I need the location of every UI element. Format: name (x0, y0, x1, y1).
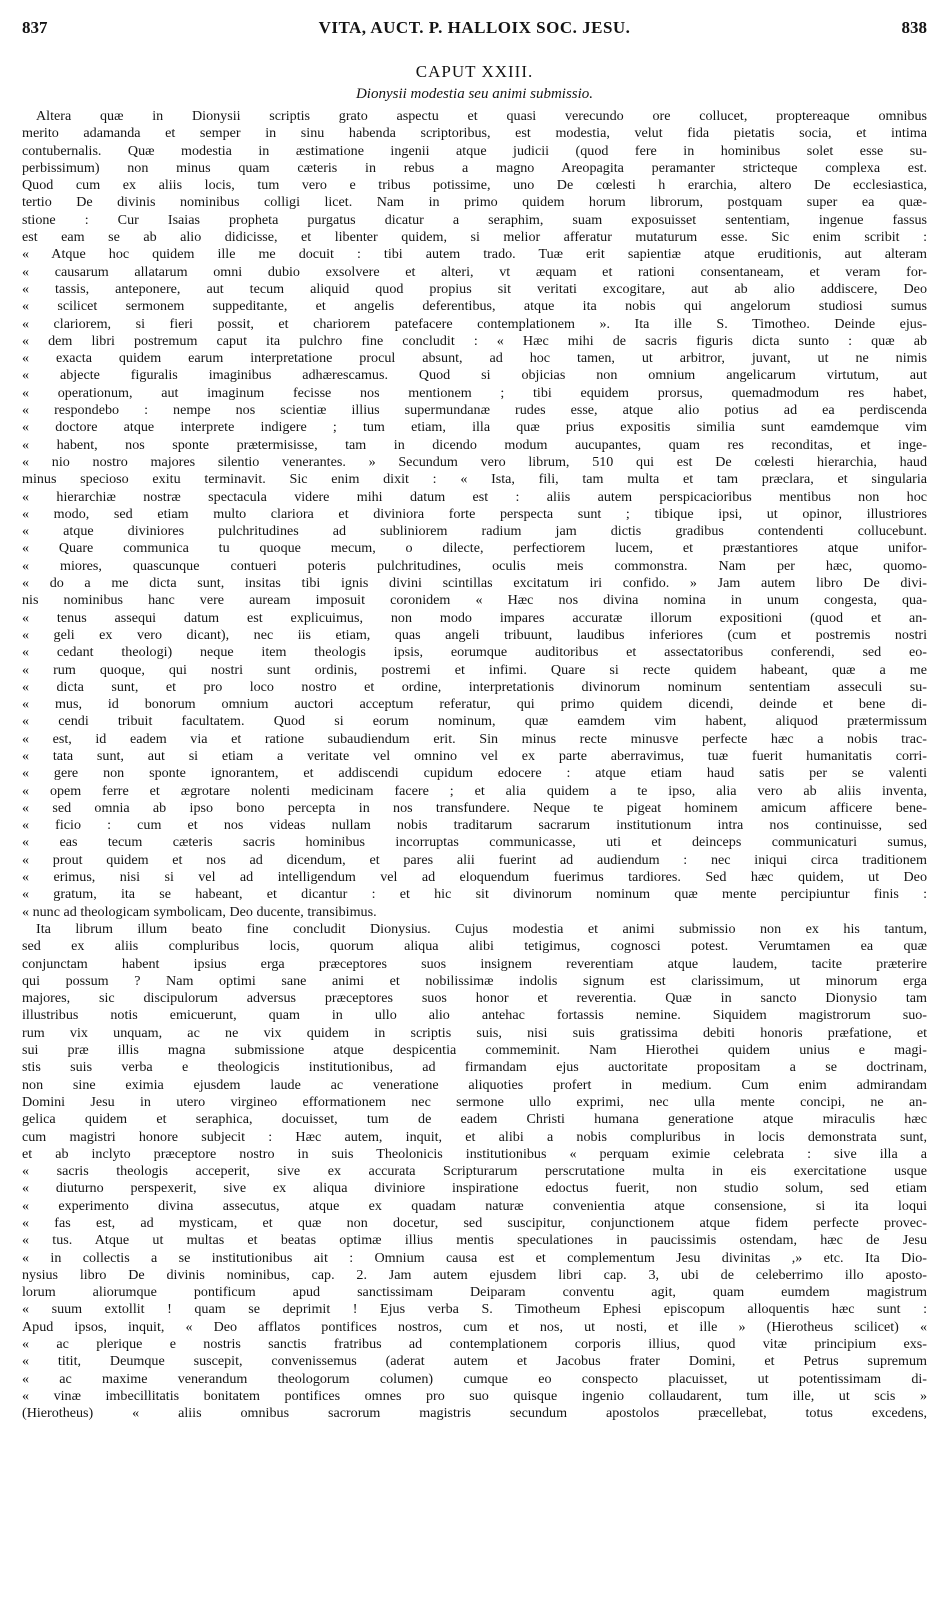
text-line: perbissimum) non minus quam cæteris in rebus a magno Areopagita peramanter stricteque complexa est. (22, 159, 927, 176)
text-line: « in collectis a se institutionibus ait : Omnium causa est et complementum Jesu divinitas ,» etc. Ita Dio- (22, 1249, 927, 1266)
text-line: illustribus notis emicuerunt, quam in ullo alio antehac fortassis nemine. Siquidem magistrorum suo- (22, 1007, 927, 1024)
running-header (22, 18, 927, 44)
text-line: « scilicet sermonem suppeditante, et angelis deferentibus, atque ita nobis qui angelorum studiosi sumus (22, 298, 927, 315)
left-page-number: 837 (22, 18, 48, 37)
text-line: (Hierotheus) « aliis omnibus sacrorum magistris secundum apostolos præcellebat, totus excedens, (22, 1405, 927, 1422)
text-line: « sed omnia ab ipso bono percepta in nos transfundere. Neque te pigeat hominem amicum afficere bene- (22, 799, 927, 816)
text-line: stione : Cur Isaias propheta purgatus dicatur a seraphim, suam exposuisset sententiam, ingenue fassus (22, 211, 927, 228)
text-line: « tus. Atque ut multas et beatas optimæ illius mentis speculationes in paucissimis ostendam, hæc de Jesu (22, 1232, 927, 1249)
text-line: « nio nostro majores silentio venerantes. » Secundum vero librum, 510 qui est De cœlesti hierarchia, haud (22, 453, 927, 470)
text-line: sui præ illis magna submissione atque despicentia commeminit. Nam Hierothei quidem unius e magi- (22, 1042, 927, 1059)
text-line: non sine eximia ejusdem laude ac veneratione aliquoties profert in medium. Cum enim admirandam (22, 1076, 927, 1093)
text-line: qui possum ? Nam optimi sane animi et nobilissimæ indolis signum est clarissimum, ut minorum erga (22, 972, 927, 989)
text-line: tertio De divinis nominibus colligi licet. Nam in primo quidem horum librorum, postquam super ea quæ- (22, 194, 927, 211)
text-line: « doctore atque interprete indigere ; tum etiam, illa quæ prius expositis similia sunt eamdemque vim (22, 419, 927, 436)
text-line: rum vix unquam, ac ne vix quidem in scriptis suis, nisi suis gratissima debiti honoris præfatione, et (22, 1024, 927, 1041)
text-line: « ac plerique e nostris sanctis fratribus ad contemplationem corporis illius, quod vitæ principium exs- (22, 1336, 927, 1353)
text-line: « tassis, anteponere, aut tecum aliquid quod propius sit veritati excogitare, aut ab alio addiscere, Deo (22, 280, 927, 297)
text-line: « eas tecum cæteris sacris hominibus incorruptas communicasse, uti et deinceps communicaturi sumus, (22, 834, 927, 851)
text-line: « suum extollit ! quam se deprimit ! Ejus verba S. Timotheum Ephesi episcopum alloquentis hæc sunt : (22, 1301, 927, 1318)
text-line: « habent, nos sponte prætermisisse, tam in dicendo modum aucupantes, quam res reconditas, et inge- (22, 436, 927, 453)
text-line: majores, sic discipulorum adversus præceptores suos honor et reverentia. Quæ in sancto Dionysio tam (22, 990, 927, 1007)
text-line: « Atque hoc quidem ille me docuit : tibi autem trado. Tuæ erit sapientiæ atque eruditionis, aut alteram (22, 246, 927, 263)
text-line: « geli ex vero dicant), nec iis etiam, quas angeli tribuunt, laudibus inferiores (cum et postremis nostri (22, 626, 927, 643)
text-line: Ita librum illum beato fine concludit Dionysius. Cujus modestia et animi submissio non ex his tantum, (36, 920, 927, 937)
text-line: « exacta quidem earum interpretatione procul absunt, ad hoc tamen, ut arbitror, juvant, ut ne nimis (22, 350, 927, 367)
text-line: « opem ferre et ægrotare nolenti medicinam facere ; et alia quidem a te ipso, alia vero ab aliis inventa, (22, 782, 927, 799)
text-line: sed ex aliis compluribus locis, quorum aliqua alibi tetigimus, cognosci potest. Verumtamen ea quæ (22, 938, 927, 955)
text-line: nysius libro De divinis nominibus, cap. 2. Jam autem ejusdem libri cap. 3, ubi de celeberrimo illo aposto- (22, 1266, 927, 1283)
body-text (22, 108, 927, 1423)
text-line: merito adamanda et semper in sinu habenda scriptoribus, est modestia, velut fida pietatis socia, et intima (22, 125, 927, 142)
text-line: « rum quoque, qui nostri sunt ordinis, postremi et infimi. Quare si recte quidem habeant, quæ a me (22, 661, 927, 678)
text-line: « fas est, ad mysticam, et quæ non docetur, sed suscipitur, conjunctionem atque fidem perfecte provec- (22, 1215, 927, 1231)
text-line: est eam se ab alio didicisse, et libenter quidem, si melior afferatur mutaturum esse. Sic enim scribit : (22, 229, 927, 246)
text-line: « cendi tribuit facultatem. Quod si eorum nominum, quæ eamdem vim habent, aliquod prætermissum (22, 713, 927, 730)
text-line: « mus, id bonorum omnium auctori acceptum referatur, qui primo quidem dicendi, deinde et bene di- (22, 696, 927, 713)
text-line: « tenus assequi datum est explicuimus, non modo impares accuratæ illorum expositioni (quod et an- (22, 609, 927, 626)
text-line: « operationum, aut imaginum fecisse nos mentionem ; tibi equidem prorsus, quemadmodum res habet, (22, 384, 927, 401)
text-line: « miores, quascunque contueri poteris pulchritudines, oculis meis commonstra. Nam per hæc, quomo- (22, 557, 927, 574)
text-line: « ac maxime venerandum theologorum columen) cumque eo conspecto placuisset, ut potentissimam di- (22, 1370, 927, 1387)
text-line: « gratum, ita se habeant, et dicantur : et hic sit divinorum nominum quæ mente percipiuntur finis : (22, 886, 927, 903)
text-line: « gere non sponte ignorantem, et addiscendi cupidum edocere : atque etiam haud satis per se valenti (22, 765, 927, 782)
chapter-heading: CAPUT XXIII. (415, 62, 534, 81)
text-line: lorum aliorumque pontificum apud sanctissimam Deiparam conventu agit, quam eumdem magistrum (22, 1284, 927, 1301)
text-line: Quod cum ex aliis locis, tum vero e tribus potissime, uno De cœlesti h erarchia, altero De ecclesiastica, (22, 177, 927, 194)
text-line: « atque diviniores pulchritudines ad subliniorem radium jam dictis gradibus contendenti collucebunt. (22, 523, 927, 540)
text-line: cum magistri honore subjecit : Hæc autem, inquit, et alibi a nobis compluribus in locis demonstrata sunt, (22, 1128, 927, 1145)
text-line: « titit, Deumque suscepit, convenissemus (aderat autem et Jacobus frater Domini, et Petrus supremum (22, 1353, 927, 1370)
running-title: VITA, AUCT. P. HALLOIX SOC. JESU. (318, 18, 631, 37)
text-line: Altera quæ in Dionysii scriptis grato aspectu et quasi verecundo ore collucet, propt​ereaque omnibus (36, 108, 927, 124)
text-line: « diuturno perspexerit, sive ex aliqua diviniore inspiratione edoctus fuerit, non studio solum, sed etiam (22, 1180, 927, 1197)
text-line: « dicta sunt, et pro loco nostro et ordine, interpretationis divinorum nominum sententiam asseculi su- (22, 678, 927, 695)
text-line: conjunctam habent ipsius erga præceptores suos insignem reverentiam atque laudem, tacite præterire (22, 955, 927, 972)
text-line: « abjecte figuralis imaginibus adhærescamus. Quod si objicias non omnium angelicarum virtutum, aut (22, 367, 927, 384)
text-line: « tata sunt, aut si etiam a veritate vel omnino vel ex parte aberravimus, tuæ fuerit humanitatis corri- (22, 747, 927, 764)
text-line: nis nominibus hanc vere auream imposuit coronidem « Hæc nos divina nomina in unum congesta, qua- (22, 592, 927, 609)
text-line: « experimento divina assecutus, atque ex quadam naturæ convenientia atque consensione, si ita loqui (22, 1197, 927, 1214)
text-line: « dem libri postremum caput ita pulchro fine concludit : « Hæc mihi de sacris figuris dicta sunto : quæ ab (22, 332, 927, 349)
text-line: « prout quidem et nos ad dicendum, et pares alii fuerint ad audiendum : nec iniqui circa traditionem (22, 851, 927, 868)
right-page-number: 838 (901, 18, 927, 37)
text-line: « nunc ad theologicam symbolicam, Deo ducente, transibimus. (22, 903, 377, 920)
text-line: « modo, sed etiam multo clariora et diviniora forte perspecta sunt ; tibique ipsi, ut opinor, illustriores (22, 505, 927, 522)
text-line: stis suis verba e theologicis institutionibus, ad firmandam ejus auctoritate propositam a se doctrinam, (22, 1059, 927, 1076)
text-line: « causarum allatarum omni dubio exsolvere et alteri, vt æquam et rationi consentaneam, et veram for- (22, 263, 927, 280)
text-line: « erimus, nisi si vel ad intelligendum vel ad eloquendum fuerimus tardiores. Sed hæc quidem, ut Deo (22, 869, 927, 886)
chapter-subtitle: Dionysii modestia seu animi submissio. (355, 86, 594, 102)
text-line: « vinæ imbecillitatis bonitatem pontifices omnes pro suo quisque ingenio collaudarent, tum ille, ut scis » (22, 1387, 927, 1404)
text-line: « Quare communica tu quoque mecum, o dilecte, perfectiorem lucem, et præstantiores atque unifor- (22, 540, 927, 557)
text-line: « sacris theologis acceperit, sive ex accurata Scripturarum perscrutatione multa in eis exercitatione usque (22, 1163, 927, 1180)
text-line: « respondebo : nempe nos scientiæ illius supermundanæ rudes esse, atque alio potius ad ea perdiscenda (22, 402, 927, 419)
text-line: « do a me dicta sunt, insitas tibi ignis divini scintillas excitatum iri confido. » Jam autem libro De divi- (22, 575, 927, 592)
text-line: « cedant theologi) neque item theologis ipsis, eorumque auditoribus et assectatoribus conferendi, sed eo- (22, 644, 927, 661)
text-line: minus specioso exitu terminavit. Sic enim dixit : « Ista, fili, tam multa et tam præclara, et singularia (22, 471, 927, 488)
text-line: « clariorem, si fieri possit, et chariorem patefacere contemplationem ». Ita ille S. Timotheo. Deinde ejus- (22, 315, 927, 332)
text-line: et ab inclyto præceptore nostro in suis Theolonicis institutionibus « perquam eximie celebrata : sive illa a (22, 1145, 927, 1162)
text-line: « est, id eadem via et ratione subaudiendum erit. Sin minus recte minusve perfecte hæc a nobis trac- (22, 730, 927, 747)
text-line: « hierarchiæ nostræ spectacula videre mihi datum est : aliis autem perspicacioribus mentibus non hoc (22, 488, 927, 505)
text-line: Domini Jesu in utero virgineo efformationem nec sermone ullo exprimi, nec ulla mente concipi, ne an- (22, 1093, 927, 1110)
text-line: « ficio : cum et nos videas nullam nobis traditarum sacrarum institutionum intra nos continuisse, sed (22, 817, 927, 834)
text-line: Apud ipsos, inquit, « Deo afflatos pontifices nostros, cum et nos, ut nosti, et ille » (Hierotheus scilicet) « (22, 1318, 927, 1335)
text-line: gelica quidem et seraphica, docuisset, tum de eadem Christi humana generatione atque miraculis hæc (22, 1111, 927, 1128)
text-line: contubernalis. Quæ modestia in æstimatione ingenii atque judicii (quod fere in hominibus solet esse su- (22, 142, 927, 159)
